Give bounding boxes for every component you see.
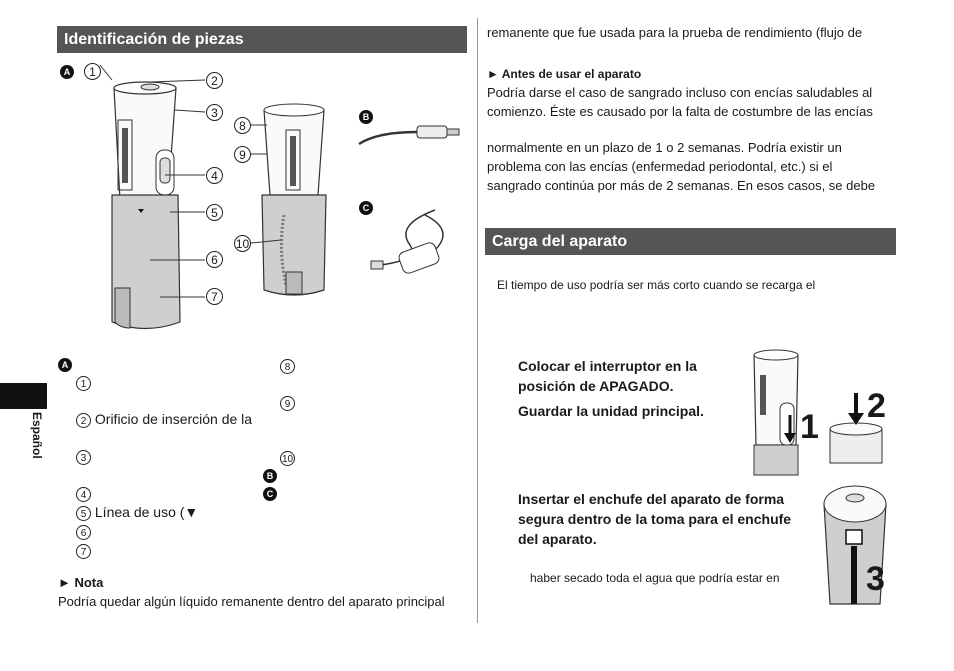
- step-3-line-2: segura dentro de la toma para el enchufe: [518, 511, 792, 527]
- before-use-line-4: problema con las encías (enfermedad periodontal, etc.) si el: [487, 159, 833, 174]
- language-tab: [0, 383, 47, 409]
- callout-8: 8: [234, 117, 251, 134]
- parts-item-4: 4: [76, 485, 91, 502]
- step-3-line-3: del aparato.: [518, 531, 597, 547]
- before-use-line-1: Podría darse el caso de sangrado incluso con encías saludables al: [487, 85, 873, 100]
- charging-note: El tiempo de uso podría ser más corto cuando se recarga el: [497, 278, 816, 292]
- parts-badge-a: A: [58, 358, 72, 372]
- before-use-line-3: normalmente en un plazo de 1 o 2 semanas. Podría existir un: [487, 140, 842, 155]
- parts-item-2: 2 Orificio de inserción de la: [76, 411, 252, 428]
- right-paragraph-1: remanente que fue usada para la prueba de rendimiento (flujo de: [487, 25, 863, 40]
- note-heading: ► Nota: [58, 575, 104, 590]
- before-use-heading: ► Antes de usar el aparato: [487, 67, 642, 81]
- nozzle-illustration: [357, 120, 467, 150]
- callout-lines-rear: [251, 120, 291, 250]
- callout-2: 2: [206, 72, 223, 89]
- callout-10: 10: [235, 237, 250, 251]
- step-label-1: 1: [800, 408, 819, 446]
- step-label-3: 3: [866, 560, 885, 598]
- parts-badge-c: C: [263, 487, 277, 501]
- before-use-line-2: comienzo. Éste es causado por la falta de costumbre de las encías: [487, 104, 873, 119]
- step-3-note: haber secado toda el agua que podría estar en: [530, 571, 780, 585]
- step-3-line-1: Insertar el enchufe del aparato de forma: [518, 491, 785, 507]
- callout-5: 5: [206, 204, 223, 221]
- callout-lines: [150, 80, 210, 300]
- note-text: Podría quedar algún líquido remanente dentro del aparato principal: [58, 594, 445, 609]
- figure-badge-c: C: [359, 201, 373, 215]
- figure-badge-b: B: [359, 110, 373, 124]
- language-label: Español: [30, 412, 44, 459]
- section-header-charging: Carga del aparato: [485, 228, 896, 255]
- before-use-line-5: sangrado continúa por más de 2 semanas. En esos casos, se debe: [487, 178, 876, 193]
- parts-item-10: 10: [280, 449, 295, 466]
- parts-item-5: 5 Línea de uso (▼: [76, 504, 198, 521]
- parts-item-6: 6: [76, 523, 91, 540]
- adapter-illustration: [365, 205, 465, 280]
- callout-1: 1: [84, 63, 101, 80]
- parts-badge-b: B: [263, 469, 277, 483]
- callout-9: 9: [234, 146, 251, 163]
- callout-3: 3: [206, 104, 223, 121]
- step-1-line-1: Colocar el interruptor en la: [518, 358, 697, 374]
- column-divider: [477, 18, 478, 623]
- step-2: Guardar la unidad principal.: [518, 403, 704, 419]
- parts-item-9: 9: [280, 394, 295, 411]
- step-1-line-2: posición de APAGADO.: [518, 378, 674, 394]
- section-header-parts: Identificación de piezas: [57, 26, 467, 53]
- figure-badge-a: A: [60, 65, 74, 79]
- parts-item-3: 3: [76, 448, 91, 465]
- step-label-2: 2: [867, 387, 886, 425]
- parts-item-1: 1: [76, 374, 91, 391]
- callout-7: 7: [206, 288, 223, 305]
- parts-item-7: 7: [76, 542, 91, 559]
- parts-item-8: 8: [280, 357, 295, 374]
- callout-6: 6: [206, 251, 223, 268]
- callout-4: 4: [206, 167, 223, 184]
